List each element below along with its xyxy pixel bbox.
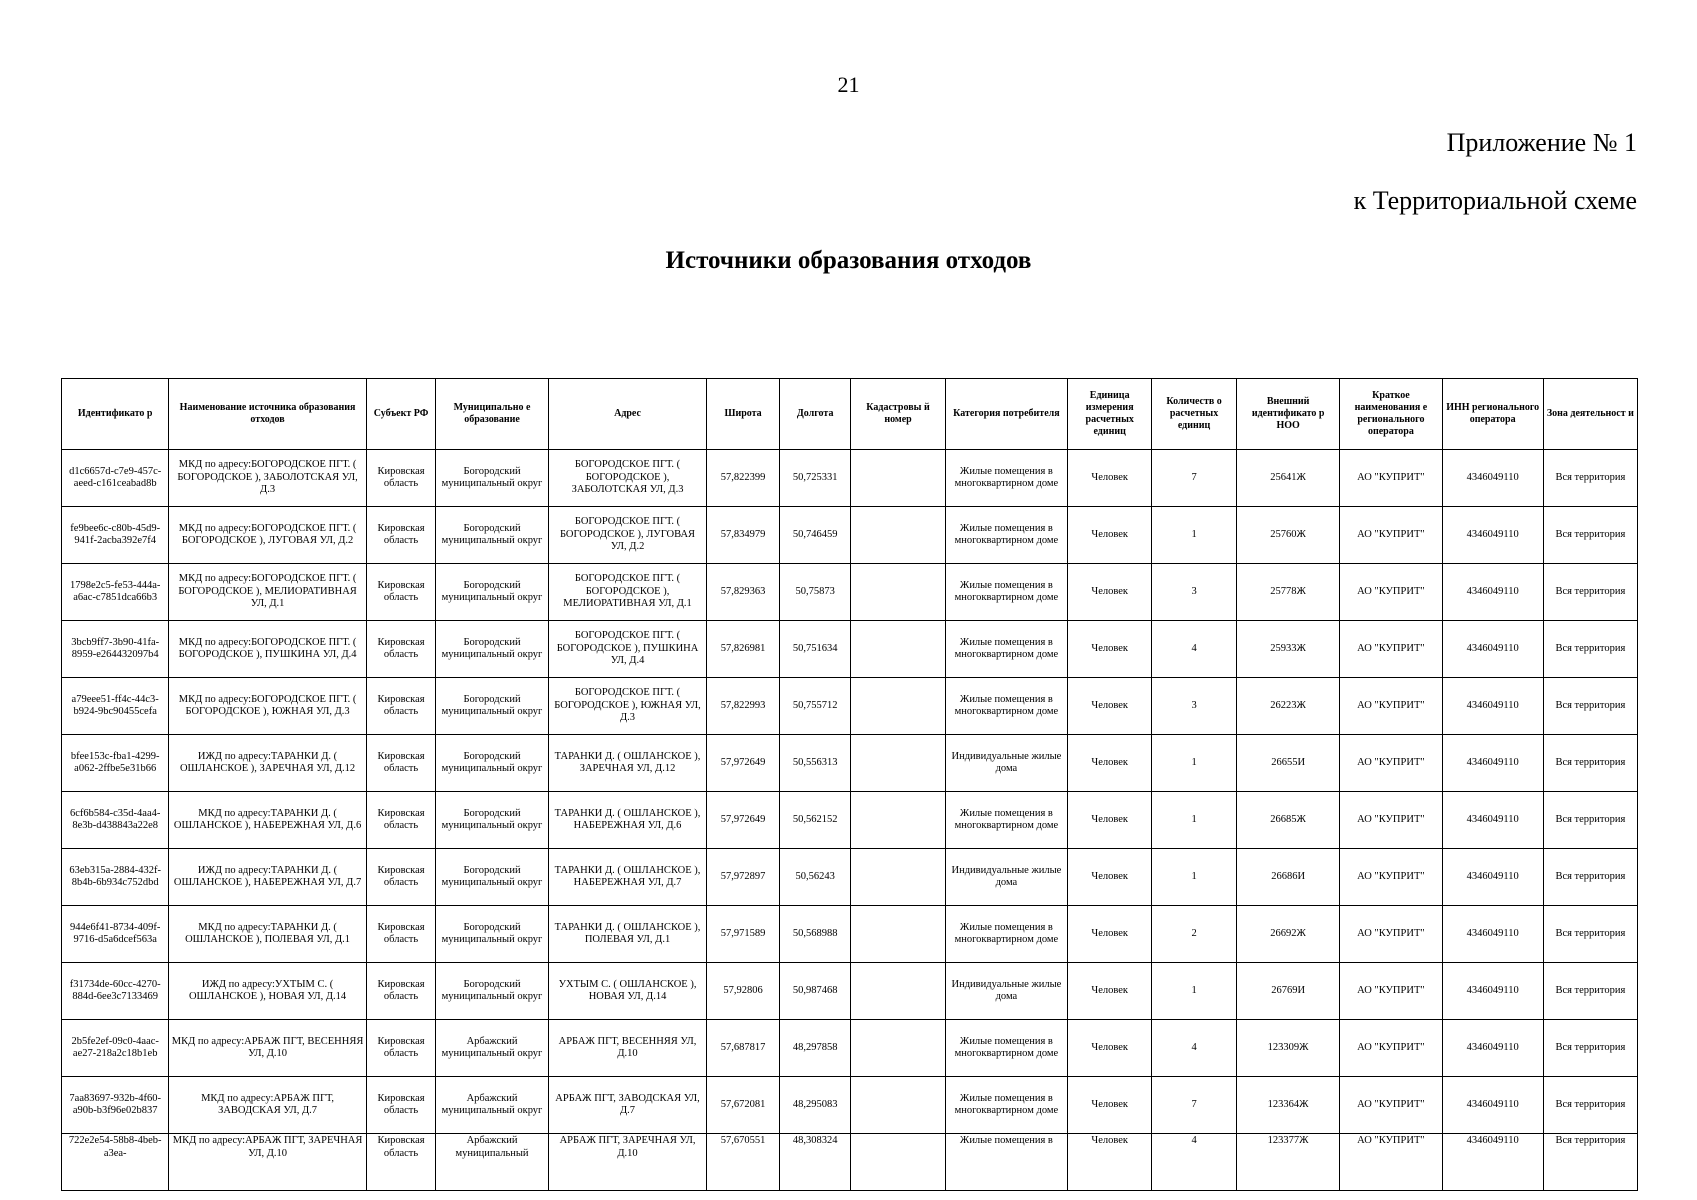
cell-identifier: 6cf6b584-c35d-4aa4-8e3b-d438843a22e8 bbox=[62, 792, 169, 849]
cell-longitude: 50,562152 bbox=[779, 792, 851, 849]
cell-address: ТАРАНКИ Д. ( ОШЛАНСКОЕ ), НАБЕРЕЖНАЯ УЛ, Д.6 bbox=[548, 792, 707, 849]
cell-latitude: 57,972897 bbox=[707, 849, 780, 906]
column-header-municipality: Муниципально е образование bbox=[436, 379, 548, 450]
cell-external-id: 123309Ж bbox=[1237, 1020, 1340, 1077]
cell-identifier: 1798e2c5-fe53-444a-a6ac-c7851dca66b3 bbox=[62, 564, 169, 621]
cell-unit: Человек bbox=[1068, 621, 1152, 678]
column-header-unit: Единица измерения расчетных единиц bbox=[1068, 379, 1152, 450]
cell-operator-inn: 4346049110 bbox=[1442, 621, 1543, 678]
cell-identifier: d1c6657d-c7e9-457c-aeed-c161ceabad8b bbox=[62, 450, 169, 507]
cell-operator-name: АО "КУПРИТ" bbox=[1340, 792, 1442, 849]
cell-external-id: 26692Ж bbox=[1237, 906, 1340, 963]
cell-address: БОГОРОДСКОЕ ПГТ. ( БОГОРОДСКОЕ ), ЗАБОЛОТСКАЯ УЛ, Д.3 bbox=[548, 450, 707, 507]
cell-external-id: 25641Ж bbox=[1237, 450, 1340, 507]
table-row bbox=[62, 678, 1638, 735]
cell-operator-name: АО "КУПРИТ" bbox=[1340, 507, 1442, 564]
cell-consumer-category: Жилые помещения в многоквартирном доме bbox=[945, 678, 1068, 735]
table-header-row bbox=[62, 379, 1638, 450]
cell-subject: Кировская область bbox=[366, 735, 436, 792]
table-row bbox=[62, 450, 1638, 507]
cell-source-name: МКД по адресу:ТАРАНКИ Д. ( ОШЛАНСКОЕ ), НАБЕРЕЖНАЯ УЛ, Д.6 bbox=[169, 792, 366, 849]
cell-longitude: 48,297858 bbox=[779, 1020, 851, 1077]
cell-municipality: Богородский муниципальный округ bbox=[436, 963, 548, 1020]
cell-address: ТАРАНКИ Д. ( ОШЛАНСКОЕ ), НАБЕРЕЖНАЯ УЛ, Д.7 bbox=[548, 849, 707, 906]
cell-source-name: МКД по адресу:БОГОРОДСКОЕ ПГТ. ( БОГОРОДСКОЕ ), ПУШКИНА УЛ, Д.4 bbox=[169, 621, 366, 678]
cell-unit-count: 7 bbox=[1152, 450, 1237, 507]
cell-cadastral-number bbox=[851, 678, 945, 735]
cell-unit: Человек bbox=[1068, 906, 1152, 963]
cell-operator-inn: 4346049110 bbox=[1442, 678, 1543, 735]
cell-latitude: 57,829363 bbox=[707, 564, 780, 621]
cell-operator-inn: 4346049110 bbox=[1442, 564, 1543, 621]
cell-identifier: 2b5fe2ef-09c0-4aac-ae27-218a2c18b1eb bbox=[62, 1020, 169, 1077]
cell-unit-count: 3 bbox=[1152, 564, 1237, 621]
cell-longitude: 50,987468 bbox=[779, 963, 851, 1020]
cell-municipality: Арбажский муниципальный bbox=[436, 1134, 548, 1191]
cell-address: ТАРАНКИ Д. ( ОШЛАНСКОЕ ), ЗАРЕЧНАЯ УЛ, Д.12 bbox=[548, 735, 707, 792]
cell-unit: Человек bbox=[1068, 1134, 1152, 1191]
cell-operator-name: АО "КУПРИТ" bbox=[1340, 735, 1442, 792]
cell-external-id: 25760Ж bbox=[1237, 507, 1340, 564]
column-header-unit-count: Количеств о расчетных единиц bbox=[1152, 379, 1237, 450]
cell-unit: Человек bbox=[1068, 792, 1152, 849]
column-header-identifier: Идентификато р bbox=[62, 379, 169, 450]
cell-unit-count: 7 bbox=[1152, 1077, 1237, 1134]
page-number: 21 bbox=[837, 72, 860, 97]
cell-external-id: 25933Ж bbox=[1237, 621, 1340, 678]
cell-operator-name: АО "КУПРИТ" bbox=[1340, 906, 1442, 963]
cell-identifier: 3bcb9ff7-3b90-41fa-8959-e264432097b4 bbox=[62, 621, 169, 678]
cell-operator-inn: 4346049110 bbox=[1442, 507, 1543, 564]
cell-operator-name: АО "КУПРИТ" bbox=[1340, 1077, 1442, 1134]
table-row bbox=[62, 963, 1638, 1020]
cell-cadastral-number bbox=[851, 906, 945, 963]
cell-cadastral-number bbox=[851, 792, 945, 849]
cell-consumer-category: Жилые помещения в многоквартирном доме bbox=[945, 1020, 1068, 1077]
cell-unit-count: 4 bbox=[1152, 621, 1237, 678]
cell-subject: Кировская область bbox=[366, 963, 436, 1020]
cell-activity-zone: Вся территория bbox=[1543, 906, 1637, 963]
cell-cadastral-number bbox=[851, 450, 945, 507]
cell-cadastral-number bbox=[851, 1020, 945, 1077]
table-row bbox=[62, 849, 1638, 906]
cell-unit: Человек bbox=[1068, 849, 1152, 906]
cell-longitude: 50,75873 bbox=[779, 564, 851, 621]
cell-address: ТАРАНКИ Д. ( ОШЛАНСКОЕ ), ПОЛЕВАЯ УЛ, Д.1 bbox=[548, 906, 707, 963]
cell-unit-count: 1 bbox=[1152, 963, 1237, 1020]
cell-subject: Кировская область bbox=[366, 1134, 436, 1191]
cell-unit: Человек bbox=[1068, 450, 1152, 507]
table-row bbox=[62, 1077, 1638, 1134]
cell-address: БОГОРОДСКОЕ ПГТ. ( БОГОРОДСКОЕ ), ЛУГОВАЯ УЛ, Д.2 bbox=[548, 507, 707, 564]
cell-municipality: Богородский муниципальный округ bbox=[436, 906, 548, 963]
appendix-reference: к Территориальной схеме bbox=[1353, 186, 1637, 215]
cell-operator-inn: 4346049110 bbox=[1442, 963, 1543, 1020]
cell-municipality: Богородский муниципальный округ bbox=[436, 564, 548, 621]
cell-activity-zone: Вся территория bbox=[1543, 621, 1637, 678]
cell-source-name: МКД по адресу:БОГОРОДСКОЕ ПГТ. ( БОГОРОДСКОЕ ), ЮЖНАЯ УЛ, Д.3 bbox=[169, 678, 366, 735]
cell-consumer-category: Жилые помещения в многоквартирном доме bbox=[945, 792, 1068, 849]
cell-municipality: Богородский муниципальный округ bbox=[436, 450, 548, 507]
cell-subject: Кировская область bbox=[366, 792, 436, 849]
column-header-external-id: Внешний идентификато р НОО bbox=[1237, 379, 1340, 450]
cell-subject: Кировская область bbox=[366, 1020, 436, 1077]
table-row bbox=[62, 1134, 1638, 1191]
cell-municipality: Богородский муниципальный округ bbox=[436, 621, 548, 678]
cell-subject: Кировская область bbox=[366, 621, 436, 678]
cell-identifier: 944e6f41-8734-409f-9716-d5a6dcef563a bbox=[62, 906, 169, 963]
cell-unit-count: 1 bbox=[1152, 735, 1237, 792]
column-header-operator-name: Краткое наименования е регионального оператора bbox=[1340, 379, 1442, 450]
cell-latitude: 57,972649 bbox=[707, 735, 780, 792]
cell-municipality: Богородский муниципальный округ bbox=[436, 792, 548, 849]
cell-municipality: Арбажский муниципальный округ bbox=[436, 1020, 548, 1077]
cell-consumer-category: Жилые помещения в bbox=[945, 1134, 1068, 1191]
cell-cadastral-number bbox=[851, 735, 945, 792]
cell-municipality: Арбажский муниципальный округ bbox=[436, 1077, 548, 1134]
table-body bbox=[62, 450, 1638, 1191]
cell-unit: Человек bbox=[1068, 678, 1152, 735]
cell-identifier: a79eee51-ff4c-44c3-b924-9bc90455cefa bbox=[62, 678, 169, 735]
column-header-activity-zone: Зона деятельност и bbox=[1543, 379, 1637, 450]
cell-activity-zone: Вся территория bbox=[1543, 963, 1637, 1020]
cell-operator-inn: 4346049110 bbox=[1442, 735, 1543, 792]
cell-address: БОГОРОДСКОЕ ПГТ. ( БОГОРОДСКОЕ ), ЮЖНАЯ УЛ, Д.3 bbox=[548, 678, 707, 735]
column-header-source-name: Наименование источника образования отходов bbox=[169, 379, 366, 450]
cell-unit: Человек bbox=[1068, 1077, 1152, 1134]
cell-source-name: МКД по адресу:АРБАЖ ПГТ, ЗАРЕЧНАЯ УЛ, Д.10 bbox=[169, 1134, 366, 1191]
cell-activity-zone: Вся территория bbox=[1543, 1134, 1637, 1191]
cell-unit-count: 4 bbox=[1152, 1134, 1237, 1191]
column-header-consumer-category: Категория потребителя bbox=[945, 379, 1068, 450]
cell-latitude: 57,672081 bbox=[707, 1077, 780, 1134]
cell-cadastral-number bbox=[851, 1077, 945, 1134]
cell-latitude: 57,92806 bbox=[707, 963, 780, 1020]
table-row bbox=[62, 564, 1638, 621]
column-header-subject: Субъект РФ bbox=[366, 379, 436, 450]
column-header-latitude: Широта bbox=[707, 379, 780, 450]
cell-unit-count: 1 bbox=[1152, 792, 1237, 849]
table-row bbox=[62, 906, 1638, 963]
cell-operator-name: АО "КУПРИТ" bbox=[1340, 450, 1442, 507]
cell-cadastral-number bbox=[851, 849, 945, 906]
cell-source-name: МКД по адресу:БОГОРОДСКОЕ ПГТ. ( БОГОРОДСКОЕ ), МЕЛИОРАТИВНАЯ УЛ, Д.1 bbox=[169, 564, 366, 621]
cell-identifier: f31734de-60cc-4270-884d-6ee3c7133469 bbox=[62, 963, 169, 1020]
column-header-address: Адрес bbox=[548, 379, 707, 450]
cell-activity-zone: Вся территория bbox=[1543, 507, 1637, 564]
cell-municipality: Богородский муниципальный округ bbox=[436, 507, 548, 564]
cell-unit: Человек bbox=[1068, 564, 1152, 621]
cell-subject: Кировская область bbox=[366, 1077, 436, 1134]
cell-source-name: ИЖД по адресу:ТАРАНКИ Д. ( ОШЛАНСКОЕ ), ЗАРЕЧНАЯ УЛ, Д.12 bbox=[169, 735, 366, 792]
cell-longitude: 50,556313 bbox=[779, 735, 851, 792]
cell-cadastral-number bbox=[851, 963, 945, 1020]
cell-activity-zone: Вся территория bbox=[1543, 1020, 1637, 1077]
cell-subject: Кировская область bbox=[366, 507, 436, 564]
cell-identifier: fe9bee6c-c80b-45d9-941f-2acba392e7f4 bbox=[62, 507, 169, 564]
cell-consumer-category: Жилые помещения в многоквартирном доме bbox=[945, 621, 1068, 678]
cell-unit-count: 2 bbox=[1152, 906, 1237, 963]
cell-latitude: 57,971589 bbox=[707, 906, 780, 963]
cell-operator-name: АО "КУПРИТ" bbox=[1340, 963, 1442, 1020]
cell-external-id: 26655И bbox=[1237, 735, 1340, 792]
cell-operator-name: АО "КУПРИТ" bbox=[1340, 1134, 1442, 1191]
cell-latitude: 57,834979 bbox=[707, 507, 780, 564]
cell-operator-name: АО "КУПРИТ" bbox=[1340, 621, 1442, 678]
column-header-longitude: Долгота bbox=[779, 379, 851, 450]
cell-longitude: 48,295083 bbox=[779, 1077, 851, 1134]
waste-sources-table-container bbox=[61, 378, 1638, 1159]
cell-consumer-category: Жилые помещения в многоквартирном доме bbox=[945, 507, 1068, 564]
cell-longitude: 48,308324 bbox=[779, 1134, 851, 1191]
cell-consumer-category: Жилые помещения в многоквартирном доме bbox=[945, 450, 1068, 507]
cell-latitude: 57,822993 bbox=[707, 678, 780, 735]
cell-cadastral-number bbox=[851, 564, 945, 621]
cell-source-name: МКД по адресу:ТАРАНКИ Д. ( ОШЛАНСКОЕ ), ПОЛЕВАЯ УЛ, Д.1 bbox=[169, 906, 366, 963]
column-header-cadastral-number: Кадастровы й номер bbox=[851, 379, 945, 450]
cell-external-id: 26769И bbox=[1237, 963, 1340, 1020]
cell-identifier: bfee153c-fba1-4299-a062-2ffbe5e31b66 bbox=[62, 735, 169, 792]
cell-address: АРБАЖ ПГТ, ВЕСЕННЯЯ УЛ, Д.10 bbox=[548, 1020, 707, 1077]
cell-latitude: 57,822399 bbox=[707, 450, 780, 507]
cell-municipality: Богородский муниципальный округ bbox=[436, 735, 548, 792]
cell-cadastral-number bbox=[851, 1134, 945, 1191]
cell-address: АРБАЖ ПГТ, ЗАРЕЧНАЯ УЛ, Д.10 bbox=[548, 1134, 707, 1191]
cell-operator-inn: 4346049110 bbox=[1442, 792, 1543, 849]
cell-source-name: МКД по адресу:АРБАЖ ПГТ, ВЕСЕННЯЯ УЛ, Д.10 bbox=[169, 1020, 366, 1077]
cell-consumer-category: Жилые помещения в многоквартирном доме bbox=[945, 1077, 1068, 1134]
cell-subject: Кировская область bbox=[366, 564, 436, 621]
cell-unit: Человек bbox=[1068, 963, 1152, 1020]
cell-longitude: 50,56243 bbox=[779, 849, 851, 906]
cell-address: УХТЫМ С. ( ОШЛАНСКОЕ ), НОВАЯ УЛ, Д.14 bbox=[548, 963, 707, 1020]
cell-subject: Кировская область bbox=[366, 849, 436, 906]
cell-source-name: МКД по адресу:БОГОРОДСКОЕ ПГТ. ( БОГОРОДСКОЕ ), ЗАБОЛОТСКАЯ УЛ, Д.3 bbox=[169, 450, 366, 507]
table-row bbox=[62, 621, 1638, 678]
cell-latitude: 57,972649 bbox=[707, 792, 780, 849]
cell-external-id: 123377Ж bbox=[1237, 1134, 1340, 1191]
cell-unit-count: 3 bbox=[1152, 678, 1237, 735]
document-title: Источники образования отходов bbox=[665, 247, 1032, 274]
column-header-operator-inn: ИНН регионального оператора bbox=[1442, 379, 1543, 450]
table-row bbox=[62, 735, 1638, 792]
cell-activity-zone: Вся территория bbox=[1543, 564, 1637, 621]
cell-unit: Человек bbox=[1068, 507, 1152, 564]
cell-longitude: 50,751634 bbox=[779, 621, 851, 678]
cell-subject: Кировская область bbox=[366, 678, 436, 735]
cell-unit: Человек bbox=[1068, 735, 1152, 792]
cell-operator-inn: 4346049110 bbox=[1442, 1077, 1543, 1134]
cell-consumer-category: Индивидуальные жилые дома bbox=[945, 735, 1068, 792]
cell-operator-inn: 4346049110 bbox=[1442, 1020, 1543, 1077]
appendix-label: Приложение № 1 bbox=[1446, 128, 1637, 157]
cell-consumer-category: Жилые помещения в многоквартирном доме bbox=[945, 906, 1068, 963]
cell-source-name: ИЖД по адресу:ТАРАНКИ Д. ( ОШЛАНСКОЕ ), НАБЕРЕЖНАЯ УЛ, Д.7 bbox=[169, 849, 366, 906]
cell-longitude: 50,568988 bbox=[779, 906, 851, 963]
cell-operator-name: АО "КУПРИТ" bbox=[1340, 1020, 1442, 1077]
cell-address: АРБАЖ ПГТ, ЗАВОДСКАЯ УЛ, Д.7 bbox=[548, 1077, 707, 1134]
cell-operator-inn: 4346049110 bbox=[1442, 1134, 1543, 1191]
cell-external-id: 123364Ж bbox=[1237, 1077, 1340, 1134]
table-row bbox=[62, 1020, 1638, 1077]
cell-activity-zone: Вся территория bbox=[1543, 678, 1637, 735]
cell-consumer-category: Жилые помещения в многоквартирном доме bbox=[945, 564, 1068, 621]
cell-cadastral-number bbox=[851, 621, 945, 678]
cell-longitude: 50,746459 bbox=[779, 507, 851, 564]
cell-latitude: 57,687817 bbox=[707, 1020, 780, 1077]
cell-latitude: 57,826981 bbox=[707, 621, 780, 678]
cell-external-id: 26685Ж bbox=[1237, 792, 1340, 849]
cell-municipality: Богородский муниципальный округ bbox=[436, 849, 548, 906]
cell-operator-inn: 4346049110 bbox=[1442, 849, 1543, 906]
cell-unit-count: 4 bbox=[1152, 1020, 1237, 1077]
cell-external-id: 26223Ж bbox=[1237, 678, 1340, 735]
cell-subject: Кировская область bbox=[366, 450, 436, 507]
cell-consumer-category: Индивидуальные жилые дома bbox=[945, 963, 1068, 1020]
cell-cadastral-number bbox=[851, 507, 945, 564]
cell-consumer-category: Индивидуальные жилые дома bbox=[945, 849, 1068, 906]
cell-identifier: 722e2e54-58b8-4beb-a3ea- bbox=[62, 1134, 169, 1191]
cell-longitude: 50,755712 bbox=[779, 678, 851, 735]
cell-activity-zone: Вся территория bbox=[1543, 1077, 1637, 1134]
cell-address: БОГОРОДСКОЕ ПГТ. ( БОГОРОДСКОЕ ), ПУШКИНА УЛ, Д.4 bbox=[548, 621, 707, 678]
cell-activity-zone: Вся территория bbox=[1543, 450, 1637, 507]
cell-source-name: ИЖД по адресу:УХТЫМ С. ( ОШЛАНСКОЕ ), НОВАЯ УЛ, Д.14 bbox=[169, 963, 366, 1020]
cell-address: БОГОРОДСКОЕ ПГТ. ( БОГОРОДСКОЕ ), МЕЛИОРАТИВНАЯ УЛ, Д.1 bbox=[548, 564, 707, 621]
table-row bbox=[62, 507, 1638, 564]
cell-activity-zone: Вся территория bbox=[1543, 792, 1637, 849]
cell-unit-count: 1 bbox=[1152, 849, 1237, 906]
cell-source-name: МКД по адресу:БОГОРОДСКОЕ ПГТ. ( БОГОРОДСКОЕ ), ЛУГОВАЯ УЛ, Д.2 bbox=[169, 507, 366, 564]
table-row bbox=[62, 792, 1638, 849]
cell-identifier: 7aa83697-932b-4f60-a90b-b3f96e02b837 bbox=[62, 1077, 169, 1134]
cell-operator-inn: 4346049110 bbox=[1442, 906, 1543, 963]
cell-operator-name: АО "КУПРИТ" bbox=[1340, 849, 1442, 906]
cell-external-id: 25778Ж bbox=[1237, 564, 1340, 621]
cell-subject: Кировская область bbox=[366, 906, 436, 963]
cell-operator-inn: 4346049110 bbox=[1442, 450, 1543, 507]
cell-unit: Человек bbox=[1068, 1020, 1152, 1077]
cell-operator-name: АО "КУПРИТ" bbox=[1340, 678, 1442, 735]
cell-activity-zone: Вся территория bbox=[1543, 735, 1637, 792]
cell-longitude: 50,725331 bbox=[779, 450, 851, 507]
cell-activity-zone: Вся территория bbox=[1543, 849, 1637, 906]
cell-identifier: 63eb315a-2884-432f-8b4b-6b934c752dbd bbox=[62, 849, 169, 906]
cell-latitude: 57,670551 bbox=[707, 1134, 780, 1191]
cell-operator-name: АО "КУПРИТ" bbox=[1340, 564, 1442, 621]
cell-source-name: МКД по адресу:АРБАЖ ПГТ, ЗАВОДСКАЯ УЛ, Д.7 bbox=[169, 1077, 366, 1134]
cell-external-id: 26686И bbox=[1237, 849, 1340, 906]
waste-sources-table bbox=[61, 378, 1638, 1191]
cell-unit-count: 1 bbox=[1152, 507, 1237, 564]
cell-municipality: Богородский муниципальный округ bbox=[436, 678, 548, 735]
